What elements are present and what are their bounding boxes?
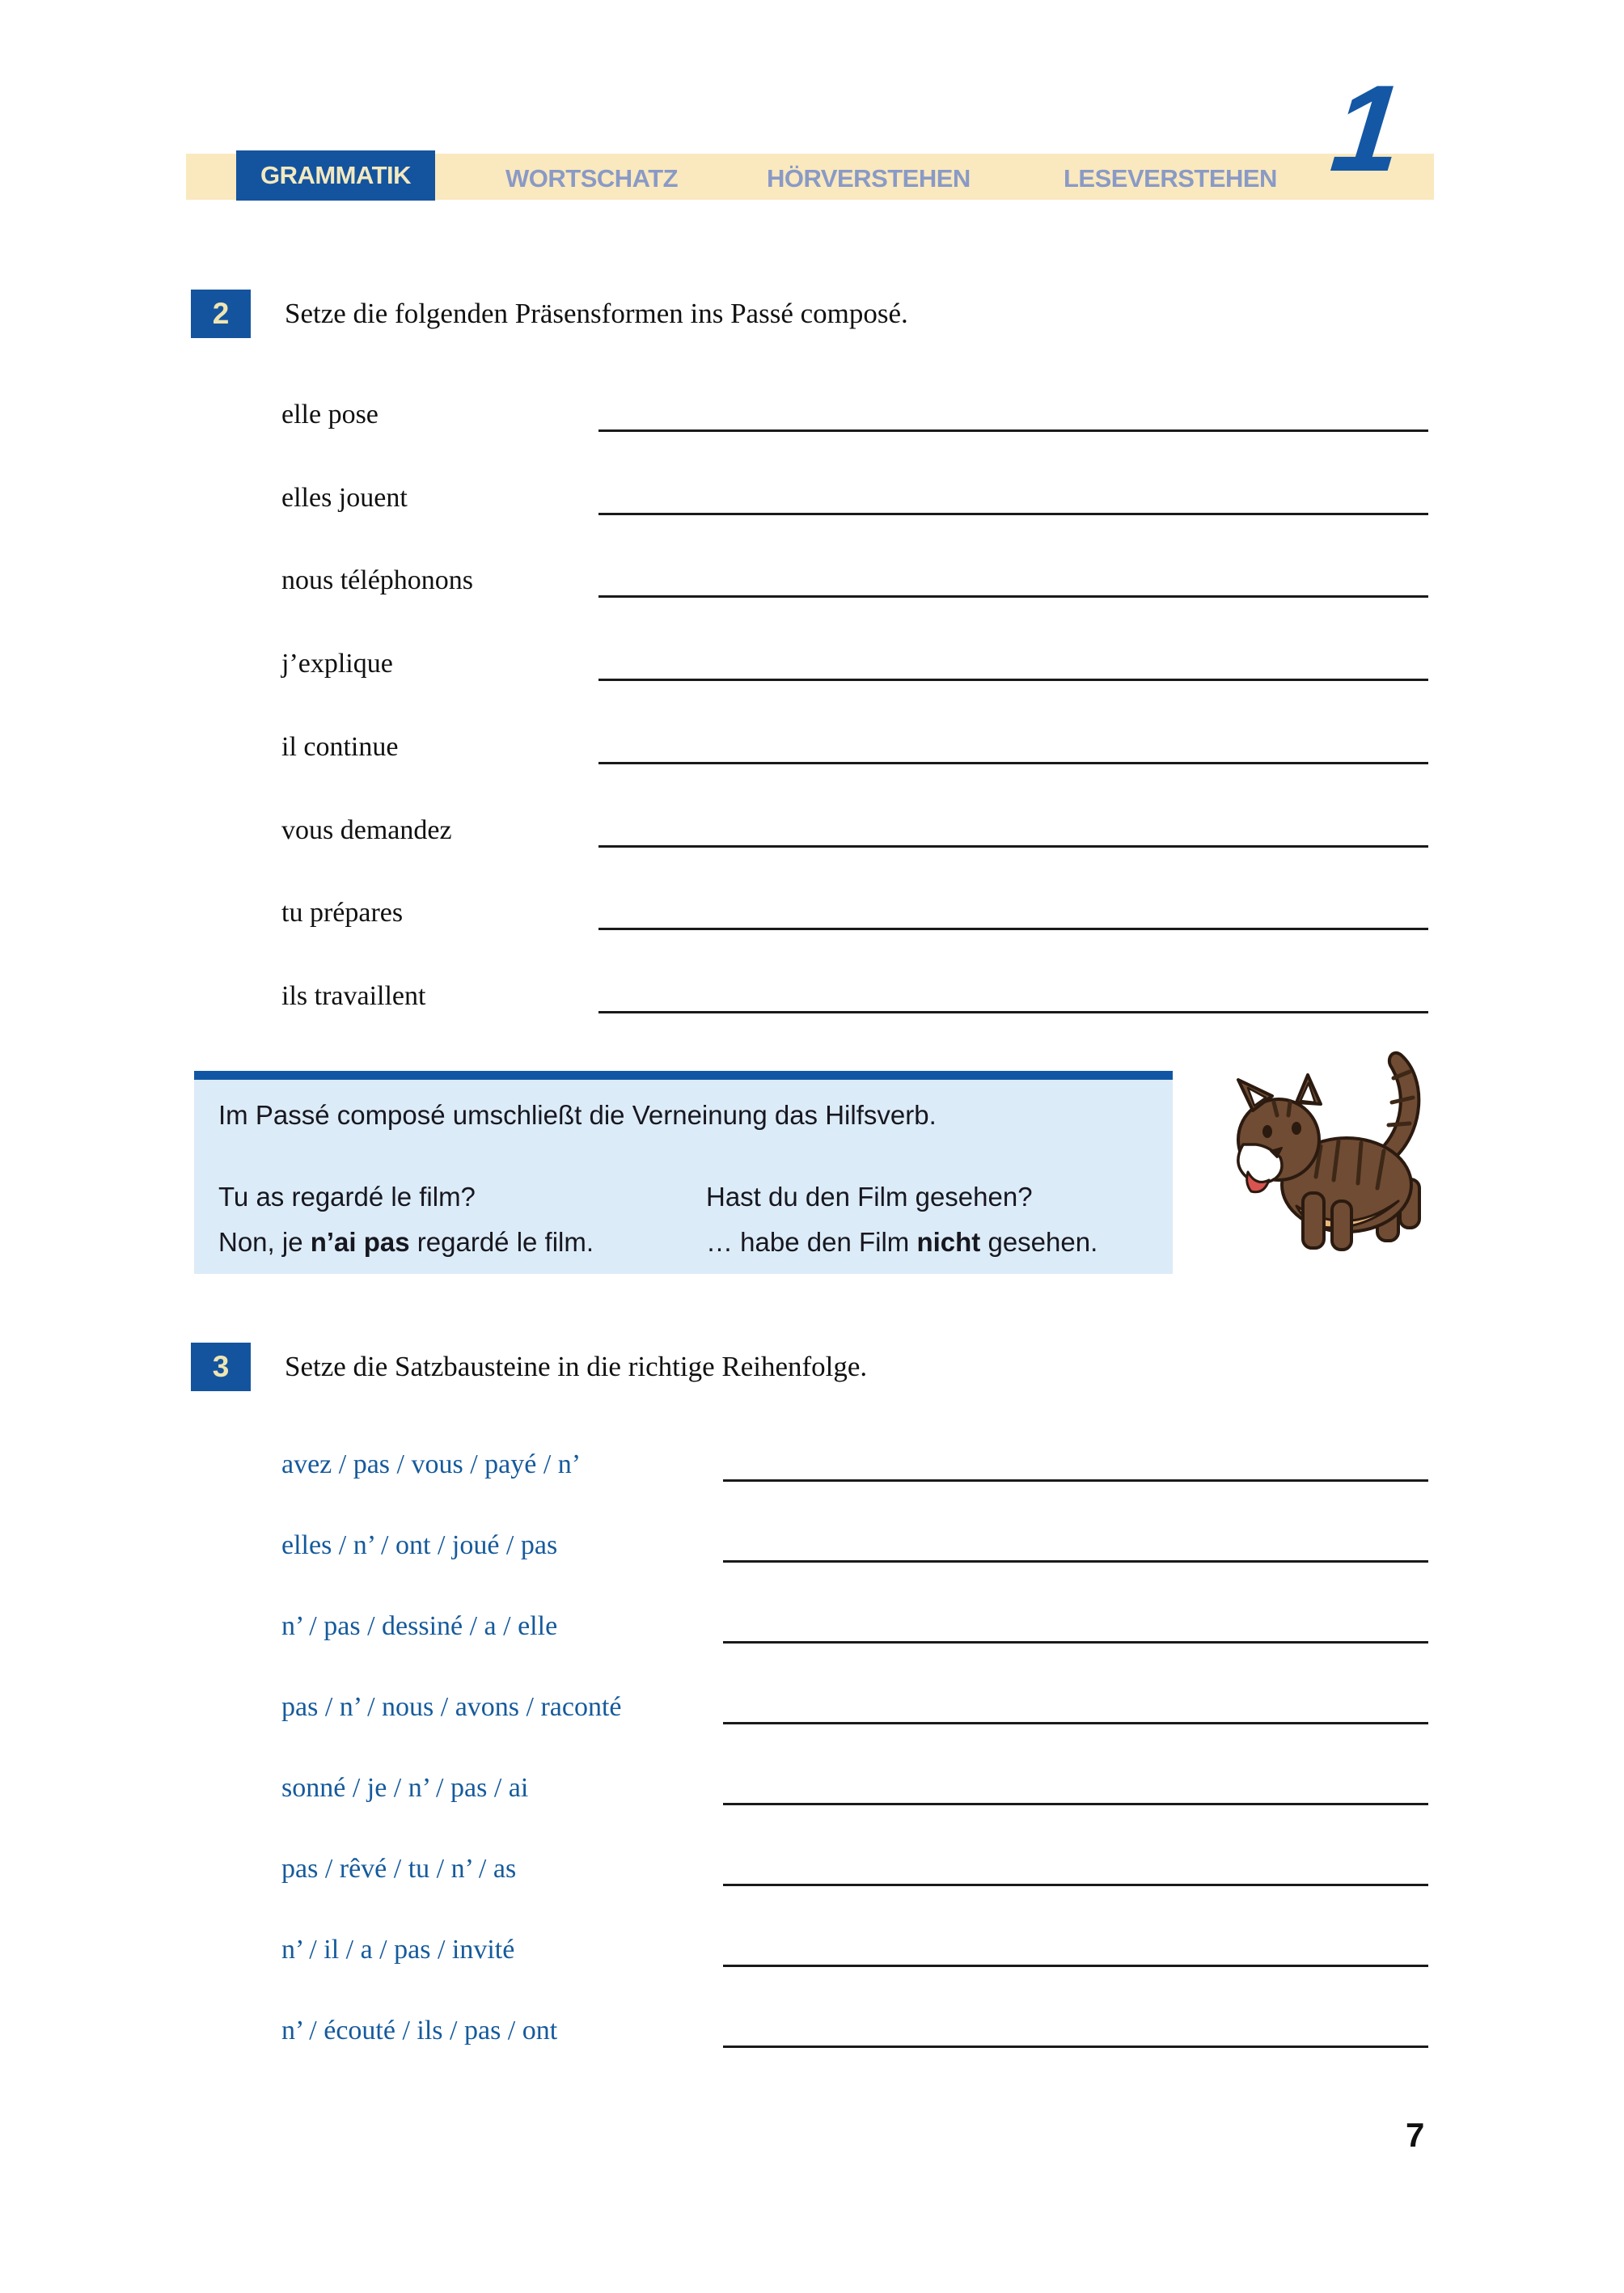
answer-line[interactable] [598,979,1428,1013]
verb-prompt: tu prépares [281,898,404,929]
answer-line[interactable] [598,563,1428,598]
grammar-rule: Im Passé composé umschließt die Verneinung das Hilfsverb. [218,1100,937,1130]
verb-prompt: ils travaillent [281,980,426,1011]
answer-line[interactable] [598,730,1428,764]
exercise-2-row [281,727,1428,764]
exercise-3-row [281,1849,1428,1886]
verb-prompt: vous demandez [281,814,452,845]
answer-line[interactable] [723,1447,1428,1482]
answer-line[interactable] [598,397,1428,432]
tab-leseverstehen[interactable]: LESEVERSTEHEN [1064,164,1277,192]
exercise-2-title: Setze die folgenden Präsensformen ins Passé composé. [285,298,908,329]
exercise-2-row [281,810,1428,848]
example-french: Tu as regardé le film? [218,1182,476,1212]
answer-line[interactable] [723,1771,1428,1805]
exercise-3-title: Setze die Satzbausteine in die richtige Reihenfolge. [285,1351,868,1382]
exercise-2-row [281,561,1428,598]
answer-line[interactable] [723,1609,1428,1644]
answer-line[interactable] [598,480,1428,515]
tab-hoerverstehen[interactable]: HÖRVERSTEHEN [767,164,971,192]
verb-prompt: nous téléphonons [281,565,474,596]
answer-line[interactable] [723,1528,1428,1563]
answer-line[interactable] [598,646,1428,681]
sentence-parts: n’ / pas / dessiné / a / elle [281,1611,558,1641]
tab-grammatik[interactable]: GRAMMATIK [236,150,435,201]
answer-line[interactable] [723,2013,1428,2048]
sentence-parts: pas / rêvé / tu / n’ / as [281,1854,517,1884]
chapter-number: 1 [1326,60,1409,197]
answer-line[interactable] [598,813,1428,848]
exercise-3-row [281,1930,1428,1967]
exercise-2-row [281,644,1428,681]
answer-line[interactable] [723,1932,1428,1967]
exercise-3-badge: 3 [191,1343,251,1391]
exercise-2-row [281,893,1428,930]
example-french: Non, je n’ai pas regardé le film. [218,1227,594,1257]
sentence-parts: avez / pas / vous / payé / n’ [281,1449,582,1479]
exercise-2-badge: 2 [191,290,251,338]
grammar-note-box [194,1071,1173,1274]
exercise-2-row [281,976,1428,1013]
example-german: Hast du den Film gesehen? [706,1182,1033,1212]
verb-prompt: il continue [281,731,399,762]
exercise-3-row [281,1606,1428,1644]
exercise-3-row [281,1687,1428,1724]
cat-illustration [1225,1038,1436,1260]
answer-line[interactable] [598,895,1428,930]
exercise-2-row [281,395,1428,432]
sentence-parts: n’ / écouté / ils / pas / ont [281,2016,558,2046]
answer-line[interactable] [723,1690,1428,1724]
exercise-3-row [281,1525,1428,1563]
answer-line[interactable] [723,1851,1428,1886]
example-german: … habe den Film nicht gesehen. [706,1227,1098,1257]
exercise-3-row [281,1768,1428,1805]
sentence-parts: sonné / je / n’ / pas / ai [281,1773,529,1803]
verb-prompt: j’explique [281,649,393,679]
sentence-parts: n’ / il / a / pas / invité [281,1935,515,1965]
verb-prompt: elle pose [281,400,379,429]
page-number: 7 [1406,2116,1425,2154]
exercise-3-row [281,1445,1428,1482]
sentence-parts: elles / n’ / ont / joué / pas [281,1530,558,1560]
exercise-2-row [281,478,1428,515]
verb-prompt: elles jouent [281,482,408,513]
grammar-examples [218,1180,1150,1259]
sentence-parts: pas / n’ / nous / avons / raconté [281,1692,622,1722]
section-tabbar [186,154,1434,200]
tab-wortschatz[interactable]: WORTSCHATZ [505,164,679,192]
exercise-3-row [281,2011,1428,2048]
